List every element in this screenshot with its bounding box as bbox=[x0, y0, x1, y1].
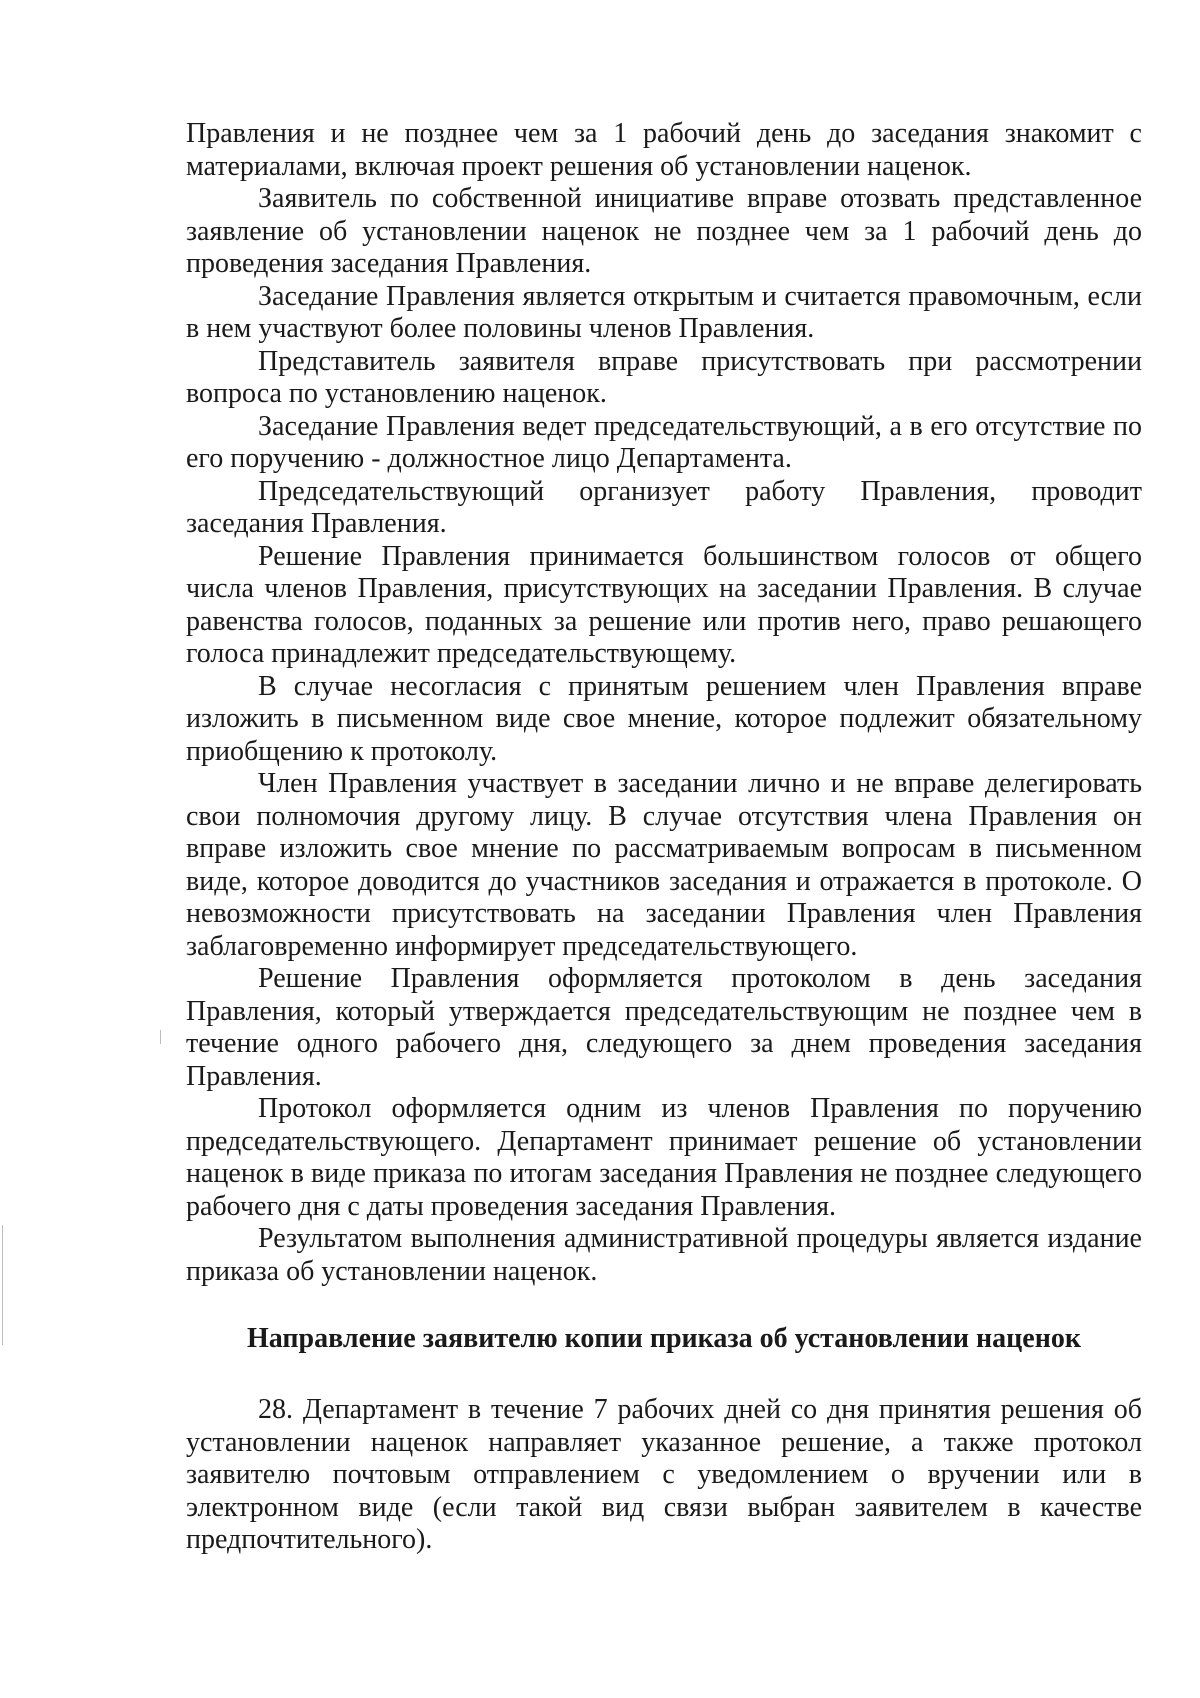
paragraph: Председательствующий организует работу Правления, проводит заседания Правления. bbox=[186, 475, 1142, 539]
paragraphs-before-heading bbox=[186, 118, 1142, 1288]
paragraph: Представитель заявителя вправе присутствовать при рассмотрении вопроса по установлению наценок. bbox=[186, 345, 1142, 409]
paragraph: Результатом выполнения административной процедуры является издание приказа об установлении наценок. bbox=[186, 1223, 1142, 1287]
paragraph-28: 28. Департамент в течение 7 рабочих дней со дня принятия решения об установлении наценок направляет указанное решение, а также протокол заявителю почтовым отправлением с уведомлением о вручении или в электронном виде (если такой вид связи выбран заявителем в качестве предпочтительного). bbox=[186, 1394, 1142, 1555]
paragraph: В случае несогласия с принятым решением член Правления вправе изложить в письменном виде свое мнение, которое подлежит обязательному приобщению к протоколу. bbox=[186, 670, 1142, 767]
paragraph: Решение Правления принимается большинством голосов от общего числа членов Правления, присутствующих на заседании Правления. В случае равенства голосов, поданных за решение или против него, право решающего голоса принадлежит председательствующему. bbox=[186, 540, 1142, 669]
scan-artifact-mark bbox=[160, 1030, 161, 1044]
paragraph: Член Правления участвует в заседании лично и не вправе делегировать свои полномочия другому лицу. В случае отсутствия члена Правления он вправе изложить свое мнение по рассматриваемым вопросам в письменном виде, которое доводится до участников заседания и отражается в протоколе. О невозможности присутствовать на заседании Правления член Правления заблаговременно информирует председательствующего. bbox=[186, 768, 1142, 962]
scan-artifact-mark bbox=[2, 1225, 3, 1345]
document-page bbox=[186, 118, 1142, 1557]
paragraph: Заседание Правления является открытым и считается правомочным, если в нем участвуют более половины членов Правления. bbox=[186, 280, 1142, 344]
paragraph: Решение Правления оформляется протоколом в день заседания Правления, который утверждается председательствующим не позднее чем в течение одного рабочего дня, следующего за днем проведения заседания Правления. bbox=[186, 963, 1142, 1092]
paragraph: Протокол оформляется одним из членов Правления по поручению председательствующего. Департамент принимает решение об установлении наценок в виде приказа по итогам заседания Правления не позднее следующего рабочего дня с даты проведения заседания Правления. bbox=[186, 1093, 1142, 1222]
section-heading: Направление заявителю копии приказа об установлении наценок bbox=[247, 1323, 1081, 1354]
paragraph: Заявитель по собственной инициативе вправе отозвать представленное заявление об установлении наценок не позднее чем за 1 рабочий день до проведения заседания Правления. bbox=[186, 183, 1142, 279]
paragraph: Правления и не позднее чем за 1 рабочий день до заседания знакомит с материалами, включая проект решения об установлении наценок. bbox=[186, 118, 1142, 182]
paragraph: Заседание Правления ведет председательствующий, а в его отсутствие по его поручению - должностное лицо Департамента. bbox=[186, 410, 1142, 474]
